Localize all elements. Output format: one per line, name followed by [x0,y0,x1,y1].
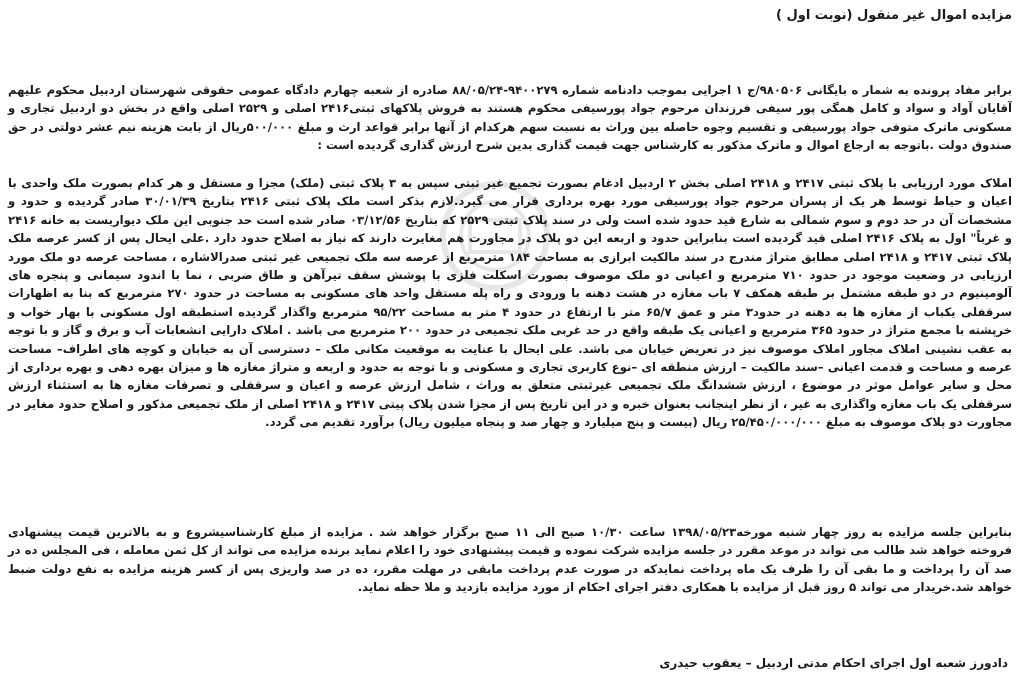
property-description-paragraph: املاک مورد ارزیابی با پلاک ثبتی ۲۴۱۷ و ۲۴۱۸ اصلی بخش ۲ اردبیل ادغام بصورت تجمیع غیر ثبتی سپس به ۳ پلاک ثبتی (ملک) مجزا و مستقل و هر کدام بصورت ملک واحدی با اعیان و حیاط توسط هر یک از پسران مرحوم جواد پورسیفی مورد بهره برداری قرار می گیرد.لازم بذکر است ملک پلاک ثبتی ۲۴۱۶ بتاریخ ۳۰/۰۱/۳۹ صادر گردیده و حدود و مشخصات آن در حد دوم و سوم شمالی به شارع قید حدود شده است ولی در سند پلاک ثبتی ۲۵۲۹ که بتاریخ ۰۳/۱۲/۵۶ صادر شده است حد جنوبی این ملک دیواریست به خانه ۲۴۱۶ و غرباً" اول به پلاک ۲۴۱۶ اصلی قید گردیده است بنابراین حدود و اربعه این دو پلاک در مجاورت هم مغایرت دارند که نیاز به اصلاح حدود دارد .علی ایحال پس از کسر عرصه ملک پلاک ثبتی ۲۴۱۷ و ۲۴۱۸ اصلی مطابق متراژ مندرج در سند مالکیت ابرازی به مساحت ۱۸۴ مترمربع از عرصه سه ملک تجمیعی غیر ثبتی صدرالاشاره ، مساحت عرصه دو ملک مورد ارزیابی در وضعیت موجود در حدود ۷۱۰ مترمربع و اعیانی دو ملک موصوف بصورت اسکلت فلزی با پوشش سقف تیرآهن و طاق ضربی ، نما با اندود سیمانی و پنجره های آلومینیوم در دو طبقه مشتمل بر طبقه همکف ۷ باب مغازه در هشت دهنه با ورودی و راه پله مستقل واحد های مسکونی به مساحت در حدود ۲۷۰ مترمربع که بنا به اظهارات سرقفلی یکباب از مغازه ها به دهنه در حدود۳ متر و عمق ۶۵/۷ متر با ارتفاع در حدود ۴ متر به مساحت ۹۵/۲۲ مترمربع واگذار گردیده استطبقه اول مسکونی با بهار خواب و خرپشته با مجمع متراژ در حدود ۳۶۵ مترمربع و اعیانی یک طبقه واقع در حد غربی ملک تجمیعی در حدود ۲۰۰ مترمربع می باشد . املاک دارایی انشعابات آب و برق و گاز و با توجه به عقب نشینی املاک مجاور املاک موصوف نیز در تعریض خیابان می باشد. علی ایحال با عنایت به موقعیت مکانی ملک – دسترسی آن به خیابان و کوچه های اطراف– مساحت عرصه و مساحت و قدمت اعیانی –سند مالکیت – ارزش منطقه ای –نوع کاربری تجاری و مسکونی و با توجه به حدود و اربعه و متراژ مغازه ها و میزان بهره دهی و بهره برداری از محل و سایر عوامل موثر در موضوع ، ارزش ششدانگ ملک تجمیعی غیرثبتی متعلق به وراث ، شامل ارزش عرصه و اعیان و سرقفلی و تصرفات مغازه ها به استثناء ارزش سرقفلی یک باب مغازه واگذاری به غیر ، از نظر اینجانب بعنوان خبره و در این تاریخ پس از مجزا شدن پلاک پیتی ۲۴۱۷ و ۲۴۱۸ اصلی از ملک تجمیعی مذکور و اصلاح حدود مغایر در مجاورت دو پلاک موصوف به مبلغ ۲۵/۴۵۰/۰۰۰/۰۰۰ ریال (بیست و پنج میلیارد و چهار صد و پنجاه میلیون ریال) برآورد تقدیم می گردد. [8,176,1013,430]
signature-line: دادورز شعبه اول اجرای احکام مدنی اردبیل – یعقوب حیدری [659,656,1008,670]
auction-terms-paragraph: بنابراین جلسه مزایده به روز چهار شنبه مورخه۱۳۹۸/۰۵/۲۳ ساعت ۱۰/۳۰ صبح الی ۱۱ صبح برگزار خواهد شد . مزایده از مبلغ کارشناسیشروع و به بالاترین قیمت پیشنهادی فروخته خواهد شد طالب می تواند در موعد مقرر در جلسه مزایده شرکت نموده و قیمت پیشنهادی خود را اعلام نماید برنده مزایده می تواند از کل ثمن معامله ، فی المجلس ده در صد آن را پرداخت و ما بقی آن را ظرف یک ماه پرداخت نمایدکه در صورت عدم پرداخت مابقی در مهلت مقرر، ده در صد واریزی پس از کسر هزینه مزایده به نفع دولت ضبط خواهد شد.خریدار می تواند ۵ روز قبل از مزایده با همکاری دفتر اجرای احکام از مورد مزایده بازدید و ملا حظه نماید. [8,525,1013,595]
page-title: مزایده اموال غیر منقول (نوبت اول ) [776,8,1012,23]
intro-paragraph: برابر مفاد پرونده به شمار ه بایگانی ۹۸۰۵۰۶/ج ۱ اجرایی بموجب دادنامه شماره ۹۴۰۰۲۷۹-۸۸/۰۵/۲۴ صادره از شعبه چهارم دادگاه عمومی حقوقی شهرستان اردبیل محکوم علیهم آقایان آواد و سواد و کامل همگی پور سیفی فرزندان مرحوم جواد پورسیفی محکوم هستند به فروش پلاکهای ثبتی۲۴۱۶ اصلی و ۲۵۲۹ اصلی واقع در بخش دو اردبیل تجاری و مسکونی ماترک متوفی جواد پورسیفی و تقسیم وجوه حاصله بین وراث به نسبت سهم هرکدام از آنها برابر قواعد ارث و مبلغ ۵۰۰/۰۰۰ریال از بابت هزینه نیم عشر دولتی در حق صندوق دولت .باتوجه به ارجاع اموال و ماترک مذکور به کارشناس جهت قیمت گذاری بدین شرح ارزش گذاری گردیده است : [8,83,1012,153]
